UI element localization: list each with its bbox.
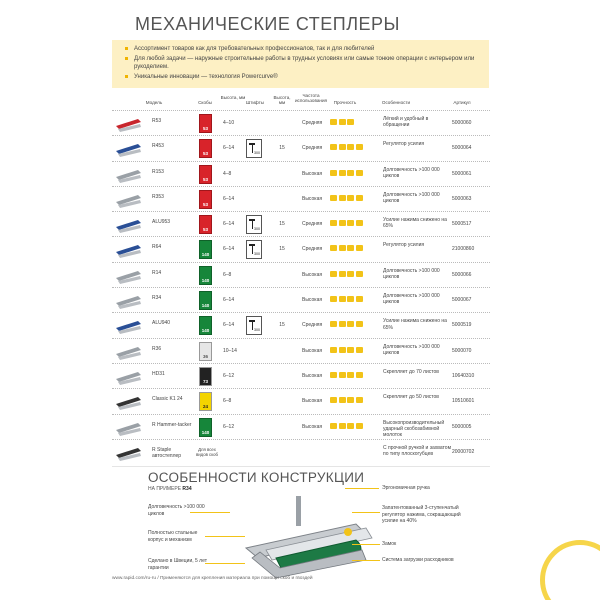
feature-text: Скрепляет до 70 листов xyxy=(383,368,439,375)
staple-box: 24 xyxy=(199,392,212,411)
strength-rating xyxy=(330,423,370,431)
table-row xyxy=(112,110,490,135)
depth-range: 6–14 xyxy=(223,246,235,253)
depth-range: 4–8 xyxy=(223,170,232,177)
callout-leader xyxy=(190,512,230,513)
article-number: 10510601 xyxy=(452,398,475,405)
use-frequency: Средняя xyxy=(302,145,323,152)
header-strength: Прочность xyxy=(333,100,357,105)
staple-box: Для всех видов скоб xyxy=(196,443,218,462)
header-features: Особенности xyxy=(381,100,411,105)
depth-range: 4–10 xyxy=(223,120,235,126)
table-row xyxy=(112,262,490,287)
depth-range: 6–14 xyxy=(223,221,235,228)
strength-rating xyxy=(330,296,370,304)
strength-dot xyxy=(347,245,354,251)
depth-range: 6–8 xyxy=(223,271,232,278)
strength-dot xyxy=(347,423,354,429)
strength-dot xyxy=(330,347,337,353)
feature-text: Долговечность >100 000 циклов xyxy=(383,293,440,306)
use-frequency: Высокая xyxy=(302,423,323,430)
article-number: 5000005 xyxy=(452,423,472,430)
header-length: Высота, мм xyxy=(273,95,291,106)
nail-icon: 300 xyxy=(246,316,262,335)
strength-dot xyxy=(339,296,346,302)
table-row xyxy=(112,287,490,312)
table-row xyxy=(112,388,490,413)
strength-dot xyxy=(339,195,346,201)
stapler-thumbnail xyxy=(114,266,144,285)
staple-box: 73 xyxy=(199,367,212,386)
strength-rating xyxy=(330,321,370,329)
depth-range: 10–14 xyxy=(223,347,237,354)
article-number: 5000067 xyxy=(452,297,472,304)
callout-leader xyxy=(205,563,245,564)
feature-text: Высокопроизводительный ударный скобозабивной молоток xyxy=(383,419,445,439)
strength-dot xyxy=(347,321,354,327)
model-name: ALU953 xyxy=(152,219,171,226)
article-number: 5000063 xyxy=(452,195,472,202)
table-row xyxy=(112,439,490,464)
depth-range: 6–14 xyxy=(223,297,235,304)
stapler-thumbnail xyxy=(114,215,144,234)
callout-leader xyxy=(352,560,380,561)
table-row xyxy=(112,135,490,160)
strength-dot xyxy=(330,296,337,302)
staple-box: 36 xyxy=(199,342,212,361)
footer: www.rapid.com/ru-ru / Применяются для крепления материала при помощи скоб и гвоздей xyxy=(112,576,313,581)
feature-text: Регулятор усилия xyxy=(383,242,425,249)
strength-dot xyxy=(339,372,346,378)
use-frequency: Высокая xyxy=(302,195,323,202)
model-name: R53 xyxy=(152,118,162,124)
table-header xyxy=(112,92,490,110)
staple-box: 140 xyxy=(199,266,212,285)
model-name: R14 xyxy=(152,269,162,276)
feature-text: Скрепляет до 50 листов xyxy=(383,394,439,401)
staple-box: 53 xyxy=(199,165,212,184)
table-row xyxy=(112,161,490,186)
strength-dot xyxy=(330,119,337,125)
features-subtitle xyxy=(148,486,192,492)
intro-item: Ассортимент товаров как для требовательных профессионалов, так и для любителей xyxy=(134,45,481,53)
depth-range: 6–14 xyxy=(223,195,235,202)
depth-range: 6–12 xyxy=(223,423,235,430)
article-number: 5000519 xyxy=(452,322,472,329)
strength-rating xyxy=(330,195,370,203)
table-row xyxy=(112,312,490,337)
strength-dot xyxy=(347,170,354,176)
article-number: 21000860 xyxy=(452,246,475,253)
strength-dot xyxy=(356,372,363,378)
strength-dot xyxy=(330,220,337,226)
use-frequency: Высокая xyxy=(302,398,323,405)
stapler-illustration xyxy=(236,488,386,584)
callout-leader xyxy=(205,536,245,537)
nail-icon: 300 xyxy=(246,215,262,234)
depth-range: 6–14 xyxy=(223,145,235,152)
stapler-thumbnail xyxy=(114,165,144,184)
depth-range: 6–8 xyxy=(223,398,232,405)
strength-dot xyxy=(356,271,363,277)
strength-dot xyxy=(356,321,363,327)
use-frequency: Средняя xyxy=(302,221,323,228)
nail-icon: 300 xyxy=(246,240,262,259)
model-name: R153 xyxy=(152,168,164,175)
strength-rating xyxy=(330,220,370,228)
callout-left: Долговечность >100 000 циклов xyxy=(148,504,205,517)
stapler-thumbnail xyxy=(114,114,144,133)
strength-dot xyxy=(330,195,337,201)
feature-text: Долговечность >100 000 циклов xyxy=(383,166,440,179)
strength-dot xyxy=(330,321,337,327)
article-number: 5000064 xyxy=(452,145,472,152)
feature-text: Усилие нажима снижено на 65% xyxy=(383,217,447,230)
strength-dot xyxy=(339,321,346,327)
article-number: 5000070 xyxy=(452,347,472,354)
stapler-thumbnail xyxy=(114,291,144,310)
nail-length: 15 xyxy=(279,322,285,329)
feature-text: Лёгкий и удобный в обращении xyxy=(383,116,429,129)
stapler-thumbnail xyxy=(114,392,144,411)
header-staples: Скобы xyxy=(198,100,212,105)
intro-item: Для любой задачи — наружные строительные работы в трудных условиях или самые тонкие операции с интерьером или рукоделием. xyxy=(134,55,481,71)
use-frequency: Высокая xyxy=(302,297,323,304)
page-title: МЕХАНИЧЕСКИЕ СТЕПЛЕРЫ xyxy=(135,14,400,34)
intro-box xyxy=(112,40,489,88)
strength-dot xyxy=(339,119,346,125)
strength-dot xyxy=(339,347,346,353)
table-row xyxy=(112,338,490,363)
strength-rating xyxy=(330,245,370,253)
feature-text: Долговечность >100 000 циклов xyxy=(383,191,440,205)
staple-box: 53 xyxy=(199,215,212,234)
feature-text: Регулятор усилия xyxy=(383,141,425,148)
strength-dot xyxy=(347,347,354,353)
strength-dot xyxy=(356,220,363,226)
strength-rating xyxy=(330,397,370,405)
stapler-regulator xyxy=(344,528,352,536)
stapler-thumbnail xyxy=(114,342,144,361)
strength-dot xyxy=(330,170,337,176)
use-frequency: Средняя xyxy=(302,322,323,329)
stapler-thumbnail xyxy=(114,367,144,386)
article-number: 5000066 xyxy=(452,271,472,278)
header-article: Артикул xyxy=(453,100,471,105)
model-name: R Hammer-tacker xyxy=(152,421,192,428)
header-depth: Высота, мм xyxy=(220,95,246,100)
strength-dot xyxy=(330,271,337,277)
strength-dot xyxy=(339,144,346,150)
model-name: R Staple автостеплер xyxy=(152,446,182,460)
strength-dot xyxy=(330,245,337,251)
use-frequency: Средняя xyxy=(302,246,323,253)
model-name: R36 xyxy=(152,345,162,352)
strength-rating xyxy=(330,170,370,178)
strength-dot xyxy=(330,423,337,429)
nail-length: 15 xyxy=(279,246,285,253)
stapler-thumbnail xyxy=(114,316,144,335)
strength-dot xyxy=(347,119,354,125)
article-number: 5000061 xyxy=(452,170,472,177)
callout-right: Запатентованный 3-ступенчатый регулятор нажима, сокращающий усилие на 40% xyxy=(382,505,461,524)
staple-box: 53 xyxy=(199,114,212,133)
model-name: ALU940 xyxy=(152,320,171,327)
staple-box: 140 xyxy=(199,291,212,310)
features-subtitle-prefix: НА ПРИМЕРЕ xyxy=(148,486,182,492)
strength-dot xyxy=(347,195,354,201)
strength-dot xyxy=(339,271,346,277)
strength-rating xyxy=(330,347,370,355)
strength-dot xyxy=(347,296,354,302)
strength-dot xyxy=(347,220,354,226)
header-nails: Штифты xyxy=(246,100,264,105)
table-row xyxy=(112,236,490,261)
header-model: Модель xyxy=(145,100,163,105)
features-subtitle-model: R34 xyxy=(182,486,192,492)
table-body xyxy=(112,110,490,464)
staple-box: 140 xyxy=(199,418,212,437)
strength-dot xyxy=(339,245,346,251)
table-row xyxy=(112,363,490,388)
stapler-thumbnail xyxy=(114,190,144,209)
article-number: 10640310 xyxy=(452,372,475,379)
article-number: 5000060 xyxy=(452,120,472,126)
feature-text: Долговечность >100 000 циклов xyxy=(383,267,440,281)
model-name: R353 xyxy=(152,193,164,200)
stapler-spring xyxy=(296,496,301,526)
strength-dot xyxy=(347,397,354,403)
use-frequency: Средняя xyxy=(302,120,323,126)
strength-dot xyxy=(356,170,363,176)
nail-icon: 300 xyxy=(246,139,262,158)
use-frequency: Высокая xyxy=(302,271,323,278)
section-divider xyxy=(112,466,490,467)
strength-rating xyxy=(330,144,370,152)
stapler-thumbnail xyxy=(114,443,144,462)
features-title: ОСОБЕННОСТИ КОНСТРУКЦИИ xyxy=(148,470,365,485)
strength-rating xyxy=(330,119,370,127)
model-name: R64 xyxy=(152,244,162,251)
staple-box: 140 xyxy=(199,240,212,259)
strength-dot xyxy=(356,245,363,251)
use-frequency: Высокая xyxy=(302,347,323,354)
callout-right: Замок xyxy=(382,541,397,547)
callout-leader xyxy=(352,544,380,545)
intro-item: Уникальные инновации — технология Powercurve® xyxy=(134,73,481,81)
callout-right: Эргономичная ручка xyxy=(382,485,430,491)
strength-dot xyxy=(339,423,346,429)
strength-dot xyxy=(347,372,354,378)
model-name: Classic K1 24 xyxy=(152,396,183,403)
feature-text: С прочной ручкой и захватом по типу плоскогубцев xyxy=(383,444,452,458)
table-row xyxy=(112,186,490,211)
stapler-thumbnail xyxy=(114,418,144,437)
depth-range: 6–14 xyxy=(223,322,235,329)
strength-dot xyxy=(356,144,363,150)
model-name: R34 xyxy=(152,295,162,302)
strength-dot xyxy=(330,397,337,403)
callout-leader xyxy=(345,488,379,489)
depth-range: 6–12 xyxy=(223,372,235,379)
article-number: 5000517 xyxy=(452,221,472,228)
strength-rating xyxy=(330,271,370,279)
strength-dot xyxy=(347,144,354,150)
strength-rating xyxy=(330,372,370,380)
strength-dot xyxy=(356,296,363,302)
use-frequency: Высокая xyxy=(302,372,323,379)
model-name: HD31 xyxy=(152,370,165,377)
strength-dot xyxy=(356,347,363,353)
strength-dot xyxy=(330,372,337,378)
staple-box: 140 xyxy=(199,316,212,335)
table-row xyxy=(112,211,490,236)
stapler-thumbnail xyxy=(114,139,144,158)
strength-dot xyxy=(356,397,363,403)
strength-dot xyxy=(356,195,363,201)
strength-dot xyxy=(339,170,346,176)
product-table xyxy=(112,92,490,464)
strength-dot xyxy=(339,397,346,403)
use-frequency: Высокая xyxy=(302,170,323,177)
article-number: 20000702 xyxy=(452,448,475,455)
nail-length: 15 xyxy=(279,221,285,228)
strength-dot xyxy=(330,144,337,150)
callout-leader xyxy=(352,512,380,513)
callout-right: Система загрузки расходников xyxy=(382,557,454,563)
staple-box: 53 xyxy=(199,190,212,209)
table-row xyxy=(112,414,490,439)
callout-left: Сделано в Швеции, 5 лет гарантии xyxy=(148,558,208,571)
feature-text: Долговечность >100 000 циклов xyxy=(383,343,440,356)
strength-rating xyxy=(330,448,370,456)
header-frequency: Частота использования xyxy=(294,93,328,104)
callout-left: Полностью стальные корпус и механизм xyxy=(148,530,198,543)
model-name: R453 xyxy=(152,143,164,150)
feature-text: Усилие нажима снижено на 65% xyxy=(383,318,447,331)
stapler-thumbnail xyxy=(114,240,144,259)
decorative-arc xyxy=(540,540,600,600)
nail-length: 15 xyxy=(279,145,285,152)
strength-dot xyxy=(347,271,354,277)
staple-box: 53 xyxy=(199,139,212,158)
strength-dot xyxy=(339,220,346,226)
strength-dot xyxy=(356,423,363,429)
